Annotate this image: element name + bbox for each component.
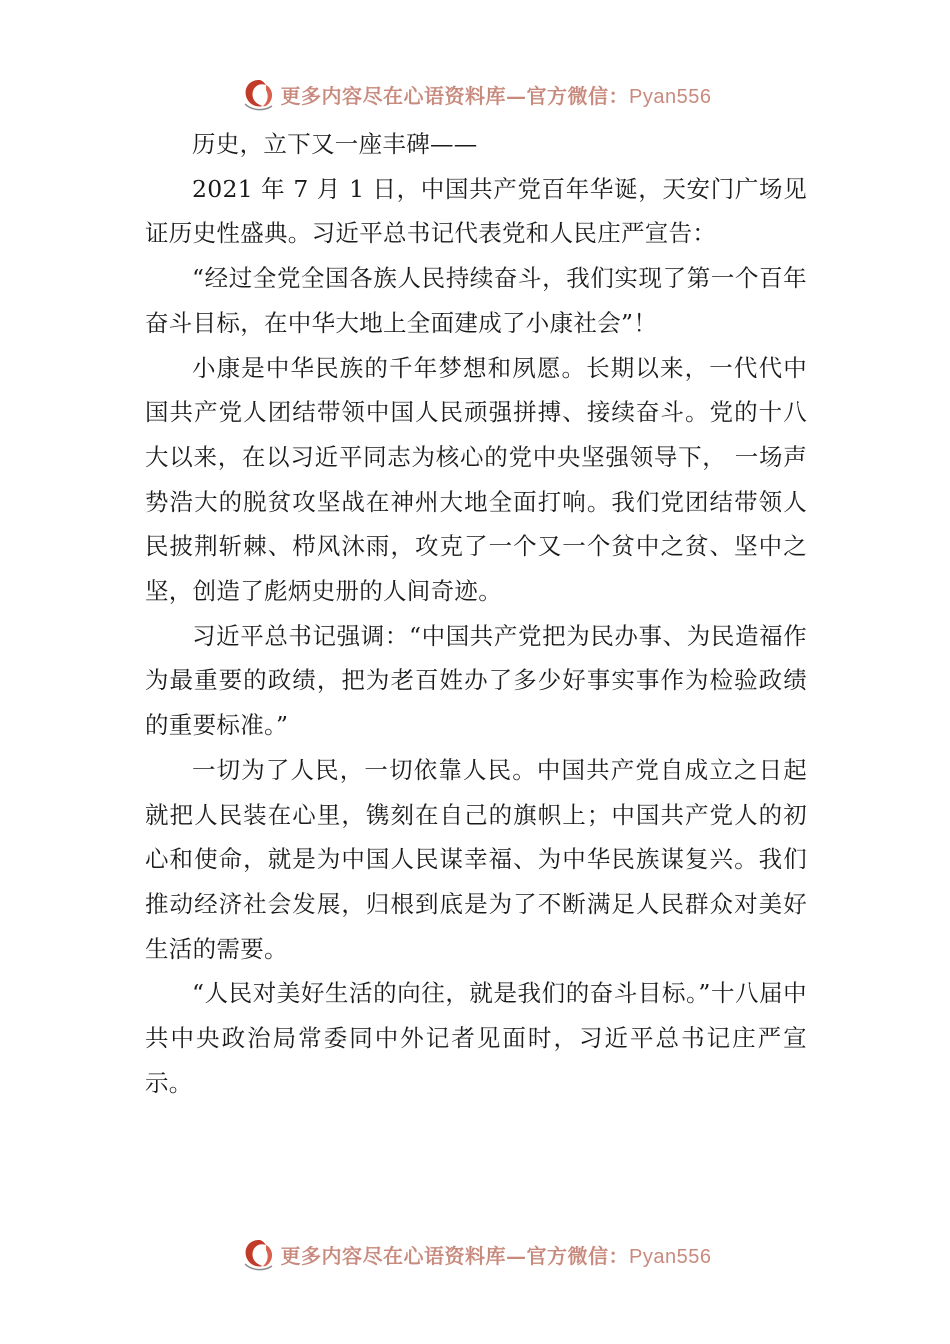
leaf-swirl-logo-icon xyxy=(239,1234,279,1274)
banner-wechat-id: Pyan556 xyxy=(629,1245,712,1268)
leaf-swirl-logo-icon xyxy=(239,74,279,114)
paragraph: “经过全党全国各族人民持续奋斗，我们实现了第一个百年奋斗目标，在中华大地上全面建成了小康社会”！ xyxy=(145,264,807,337)
banner-text-cn: 更多内容尽在心语资料库—官方微信： xyxy=(280,1243,630,1268)
paragraph: “人民对美好生活的向往，就是我们的奋斗目标。”十八届中共中央政治局常委同中外记者见面时，习近平总书记庄严宣示。 xyxy=(145,979,807,1097)
paragraph: 一切为了人民，一切依靠人民。中国共产党自成立之日起就把人民装在心里，镌刻在自己的旗帜上；中国共产党人的初心和使命，就是为中国人民谋幸福、为中华民族谋复兴。我们推动经济社会发展，归根到底是为了不断满足人民群众对美好生活的需要。 xyxy=(145,755,807,963)
banner-text xyxy=(281,1240,712,1269)
banner-wechat-id: Pyan556 xyxy=(629,85,712,108)
paragraph: 2021 年 7 月 1 日，中国共产党百年华诞，天安门广场见证历史性盛典。习近平总书记代表党和人民庄严宣告： xyxy=(145,174,807,248)
footer-banner xyxy=(0,1232,950,1276)
paragraph: 历史，立下又一座丰碑—— xyxy=(192,130,478,158)
banner-text xyxy=(281,80,712,109)
document-body xyxy=(145,122,807,1105)
paragraph: 习近平总书记强调：“中国共产党把为民办事、为民造福作为最重要的政绩，把为老百姓办了多少好事实事作为检验政绩的重要标准。” xyxy=(145,621,807,740)
paragraph: 小康是中华民族的千年梦想和夙愿。长期以来，一代代中国共产党人团结带领中国人民顽强拼搏、接续奋斗。党的十八大以来，在以习近平同志为核心的党中央坚强领导下， 一场声势浩大的脱贫攻坚战在神州大地全面打响。我们党团结带领人民披荆斩棘、栉风沐雨，攻克了一个又一个贫中之贫、坚中之坚，创造了彪炳史册的人间奇迹。 xyxy=(145,353,807,606)
header-banner xyxy=(0,72,950,116)
banner-text-cn: 更多内容尽在心语资料库—官方微信： xyxy=(280,83,630,108)
